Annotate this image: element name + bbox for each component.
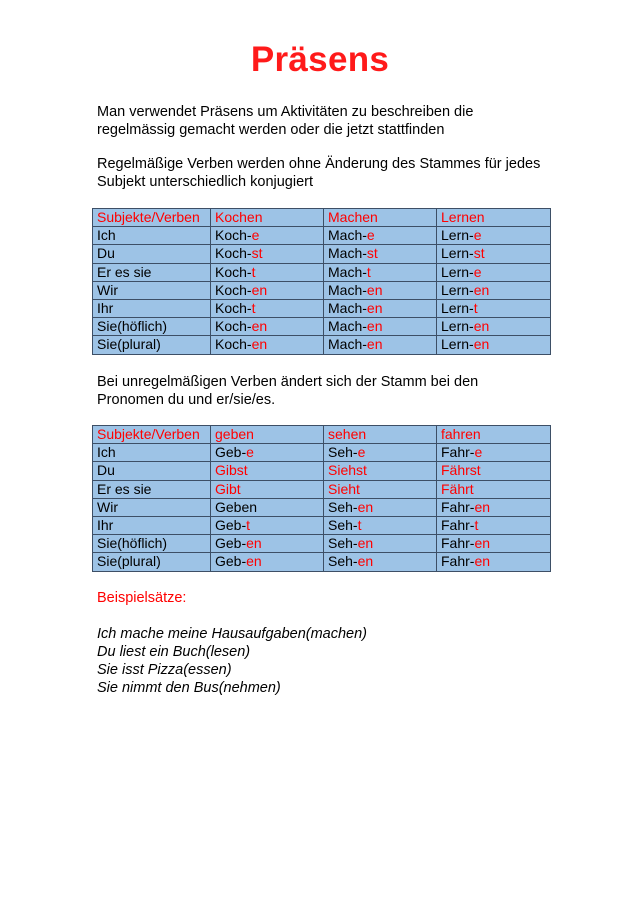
verb-stem: Seh- (328, 535, 358, 552)
conjugation-cell (324, 318, 437, 336)
table-row (93, 516, 551, 534)
verb-stem: Sie(höflich) (97, 535, 168, 552)
table-row (93, 318, 551, 336)
conjugation-cell (211, 462, 324, 480)
table-row (93, 444, 551, 462)
regular-line: Subjekt unterschiedlich konjugiert (97, 174, 314, 190)
verb-ending: en (366, 300, 383, 317)
verb-ending: Siehst (328, 462, 367, 479)
verb-stem: Mach- (328, 263, 367, 280)
subject-cell (93, 245, 211, 263)
irregular-line: Bei unregelmäßigen Verben ändert sich der Stamm bei den (97, 374, 479, 390)
verb-ending: Fährt (441, 480, 474, 497)
table-header-row (93, 209, 551, 227)
verb-ending: Gibt (215, 480, 241, 497)
verb-stem: Sie(höflich) (97, 318, 168, 335)
table-header-cell: Machen (324, 209, 437, 227)
conjugation-cell (437, 245, 551, 263)
regular-verbs-table (92, 208, 551, 355)
table-header-cell: Lernen (437, 209, 551, 227)
verb-stem: Mach- (328, 245, 367, 262)
verb-stem: Geb- (215, 553, 247, 570)
verb-ending: en (251, 336, 268, 353)
example-sentences-list (97, 625, 367, 697)
table-header-cell: Subjekte/Verben (93, 426, 211, 444)
verb-stem: Mach- (328, 336, 367, 353)
verb-ending: st (473, 245, 485, 262)
verb-stem: Ihr (97, 300, 114, 317)
conjugation-cell (324, 462, 437, 480)
table-row (93, 281, 551, 299)
verb-stem: Koch- (215, 245, 252, 262)
verb-stem: Seh- (328, 444, 358, 461)
conjugation-cell (437, 281, 551, 299)
conjugation-cell (437, 480, 551, 498)
verb-stem: Ich (97, 444, 116, 461)
table-row (93, 336, 551, 354)
subject-cell (93, 263, 211, 281)
conjugation-cell (437, 444, 551, 462)
verb-stem: Lern- (441, 281, 474, 298)
verb-ending: en (473, 281, 490, 298)
intro-line: regelmässig gemacht werden oder die jetzt stattfinden (97, 122, 445, 138)
verb-ending: Gibst (215, 462, 248, 479)
table-row (93, 480, 551, 498)
conjugation-cell (324, 553, 437, 571)
conjugation-cell (211, 336, 324, 354)
conjugation-cell (324, 535, 437, 553)
verb-stem: Geb- (215, 517, 247, 534)
conjugation-cell (437, 299, 551, 317)
verb-stem: Seh- (328, 517, 358, 534)
verb-stem: Mach- (328, 300, 367, 317)
conjugation-cell (211, 227, 324, 245)
subject-cell (93, 498, 211, 516)
verb-stem: Geb- (215, 535, 247, 552)
conjugation-cell (211, 263, 324, 281)
irregular-verbs-table (92, 425, 551, 572)
conjugation-cell (324, 516, 437, 534)
table-header-row (93, 426, 551, 444)
conjugation-cell (437, 263, 551, 281)
verb-stem: Du (97, 462, 115, 479)
table-row (93, 498, 551, 516)
conjugation-cell (211, 299, 324, 317)
verb-ending: en (251, 281, 268, 298)
conjugation-cell (437, 336, 551, 354)
verb-stem: Lern- (441, 263, 474, 280)
conjugation-cell (211, 318, 324, 336)
irregular-line: Pronomen du und er/sie/es. (97, 392, 276, 408)
conjugation-cell (211, 535, 324, 553)
table-row (93, 462, 551, 480)
verb-ending: t (246, 517, 251, 534)
verb-stem: Koch- (215, 281, 252, 298)
verb-ending: t (474, 517, 479, 534)
verb-ending: en (473, 336, 490, 353)
verb-stem: Geb- (215, 444, 247, 461)
conjugation-cell (211, 281, 324, 299)
verb-ending: en (357, 553, 374, 570)
regular-verbs-paragraph (97, 155, 567, 191)
subject-cell (93, 299, 211, 317)
conjugation-cell (324, 444, 437, 462)
examples-heading: Beispielsätze: (97, 590, 187, 606)
verb-ending: e (473, 227, 482, 244)
verb-ending: e (473, 263, 482, 280)
verb-ending: en (473, 318, 490, 335)
verb-ending: en (366, 281, 383, 298)
conjugation-cell (324, 336, 437, 354)
table-row (93, 535, 551, 553)
verb-stem: Koch- (215, 336, 252, 353)
verb-stem: Wir (97, 281, 118, 298)
conjugation-cell (211, 444, 324, 462)
intro-paragraph (97, 103, 567, 139)
verb-stem: Fahr- (441, 553, 475, 570)
verb-stem: Mach- (328, 318, 367, 335)
conjugation-cell (324, 227, 437, 245)
conjugation-cell (437, 462, 551, 480)
verb-stem: Wir (97, 498, 118, 515)
verb-ending: st (251, 245, 263, 262)
verb-stem: Mach- (328, 227, 367, 244)
conjugation-cell (211, 498, 324, 516)
conjugation-cell (211, 480, 324, 498)
verb-stem: Seh- (328, 498, 358, 515)
conjugation-cell (211, 516, 324, 534)
subject-cell (93, 281, 211, 299)
conjugation-cell (211, 245, 324, 263)
verb-ending: en (251, 318, 268, 335)
verb-ending: e (246, 444, 254, 461)
conjugation-cell (324, 299, 437, 317)
table-row (93, 227, 551, 245)
conjugation-cell (324, 263, 437, 281)
verb-stem: Ich (97, 227, 116, 244)
verb-stem: Fahr- (441, 444, 475, 461)
example-sentence: Sie nimmt den Bus(nehmen) (97, 680, 281, 696)
verb-stem: Lern- (441, 227, 474, 244)
table-header-cell: fahren (437, 426, 551, 444)
conjugation-cell (324, 245, 437, 263)
verb-stem: Geben (215, 498, 258, 515)
conjugation-cell (437, 516, 551, 534)
verb-ending: t (357, 517, 362, 534)
verb-stem: Koch- (215, 318, 252, 335)
conjugation-cell (437, 553, 551, 571)
verb-ending: en (366, 318, 383, 335)
example-sentence: Ich mache meine Hausaufgaben(machen) (97, 626, 368, 642)
table-row (93, 299, 551, 317)
verb-stem: Du (97, 245, 115, 262)
conjugation-cell (437, 318, 551, 336)
verb-stem: Fahr- (441, 535, 475, 552)
table-header-cell: sehen (324, 426, 437, 444)
conjugation-cell (437, 227, 551, 245)
subject-cell (93, 462, 211, 480)
subject-cell (93, 318, 211, 336)
verb-stem: Lern- (441, 245, 474, 262)
verb-ending: en (366, 336, 383, 353)
verb-stem: Ihr (97, 517, 114, 534)
verb-ending: en (474, 535, 491, 552)
verb-stem: Lern- (441, 336, 474, 353)
subject-cell (93, 480, 211, 498)
verb-stem: Sie(plural) (97, 553, 161, 570)
verb-stem: Lern- (441, 318, 474, 335)
verb-stem: Fahr- (441, 498, 475, 515)
table-header-cell: geben (211, 426, 324, 444)
intro-line: Man verwendet Präsens um Aktivitäten zu beschreiben die (97, 104, 474, 120)
verb-ending: en (246, 535, 262, 552)
verb-ending: en (474, 498, 491, 515)
subject-cell (93, 535, 211, 553)
verb-ending: Fährst (441, 462, 481, 479)
verb-ending: en (357, 535, 374, 552)
verb-ending: e (357, 444, 366, 461)
table-header-cell: Kochen (211, 209, 324, 227)
subject-cell (93, 553, 211, 571)
verb-ending: t (251, 263, 256, 280)
regular-line: Regelmäßige Verben werden ohne Änderung des Stammes für jedes (97, 156, 541, 172)
verb-ending: t (366, 263, 371, 280)
verb-ending: en (474, 553, 491, 570)
verb-ending: st (366, 245, 378, 262)
example-sentence: Du liest ein Buch(lesen) (97, 644, 251, 660)
verb-stem: Koch- (215, 263, 252, 280)
conjugation-cell (324, 480, 437, 498)
verb-stem: Seh- (328, 553, 358, 570)
table-header-cell: Subjekte/Verben (93, 209, 211, 227)
conjugation-cell (211, 553, 324, 571)
verb-stem: Sie(plural) (97, 336, 161, 353)
conjugation-cell (437, 498, 551, 516)
verb-stem: Koch- (215, 227, 252, 244)
subject-cell (93, 336, 211, 354)
table-row (93, 553, 551, 571)
verb-ending: Sieht (328, 480, 360, 497)
verb-ending: e (251, 227, 260, 244)
page-title: Präsens (250, 40, 390, 79)
conjugation-cell (324, 281, 437, 299)
irregular-verbs-paragraph (97, 373, 567, 409)
subject-cell (93, 444, 211, 462)
verb-stem: Er es sie (97, 480, 152, 497)
verb-stem: Mach- (328, 281, 367, 298)
verb-ending: en (357, 498, 374, 515)
conjugation-cell (437, 535, 551, 553)
example-sentence: Sie isst Pizza(essen) (97, 662, 232, 678)
verb-ending: t (473, 300, 478, 317)
table-row (93, 245, 551, 263)
conjugation-cell (324, 498, 437, 516)
verb-stem: Lern- (441, 300, 474, 317)
verb-ending: e (474, 444, 483, 461)
verb-stem: Er es sie (97, 263, 152, 280)
verb-ending: t (251, 300, 256, 317)
verb-stem: Fahr- (441, 517, 475, 534)
subject-cell (93, 227, 211, 245)
table-row (93, 263, 551, 281)
subject-cell (93, 516, 211, 534)
verb-stem: Koch- (215, 300, 252, 317)
verb-ending: en (246, 553, 262, 570)
verb-ending: e (366, 227, 375, 244)
